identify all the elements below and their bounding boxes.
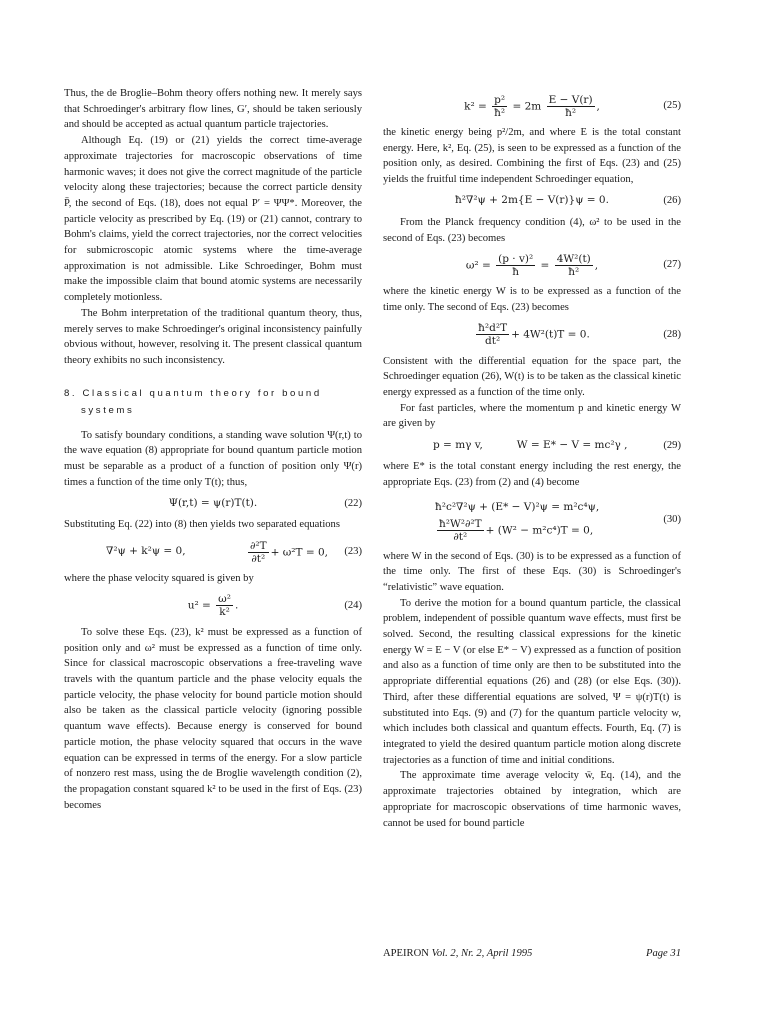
- paragraph: Thus, the de Broglie–Bohm theory offers nothing new. It merely says that Schroedinger's arbitrary flow lines, G′, should be taken seriously and should be accepted as actual quantum particle trajectories.: [64, 88, 362, 131]
- fraction: [248, 540, 269, 565]
- denominator: k²: [219, 606, 230, 619]
- equation-part: p = mγ v,: [433, 438, 483, 451]
- numerator: ħ²d²T: [478, 322, 508, 335]
- paragraph: To satisfy boundary conditions, a standing wave solution Ψ(r,t) to the wave equation (8) appropriate for bound quantum particle motion must be separable as a product of a function of position only Ψ(r) times a function of the time only T(t); thus,: [64, 429, 362, 488]
- equation-body: Ψ(r,t) = ψ(r)T(t).: [168, 497, 258, 510]
- equation-part: + (W² − m²c⁴)T = 0,: [485, 524, 594, 537]
- equation-number: (26): [663, 195, 681, 207]
- denominator: ħ²: [568, 265, 580, 278]
- fraction: [496, 253, 535, 278]
- paragraph: From the Planck frequency condition (4), ω² to be used in the second of Eqs. (23) becomes: [383, 216, 681, 244]
- equation-part: u² =: [187, 599, 211, 612]
- paragraph: where the phase velocity squared is given by: [64, 573, 254, 585]
- equation-number: (30): [663, 513, 681, 525]
- section-title-line-1: 8. Classical quantum theory for bound: [64, 387, 322, 399]
- journal-name: APEIRON: [383, 948, 429, 959]
- numerator: ∂²T: [249, 539, 267, 552]
- equation-body: ω² = $\frac{\text{(p · v)²}}{ħ}$ = $\frac{\text{4W²(t)}}{\text{ħ²}}$ ,: [465, 252, 599, 278]
- equation-part: = 2m: [512, 100, 542, 112]
- numerator: (p · v)²: [498, 252, 534, 265]
- journal-citation: [383, 948, 532, 959]
- paragraph: Substituting Eq. (22) into (8) then yields two separated equations: [64, 519, 340, 531]
- equation-30: [383, 495, 681, 545]
- denominator: ∂t²: [453, 531, 468, 544]
- left-column: [64, 86, 362, 813]
- page-number: Page 31: [645, 948, 681, 959]
- equation-number: (23): [344, 546, 362, 558]
- equation-27: [383, 250, 681, 280]
- denominator: dt²: [485, 335, 501, 348]
- paragraph: For fast particles, where the momentum p and kinetic energy W are given by: [383, 402, 681, 430]
- fraction: [437, 518, 484, 543]
- section-title-line-2: systems: [81, 404, 135, 416]
- fraction: [555, 253, 593, 278]
- equation-part: ∇²ψ + k²ψ = 0,: [106, 545, 186, 558]
- equation-number: (25): [663, 100, 681, 112]
- fraction: [492, 94, 507, 119]
- paragraph: To derive the motion for a bound quantum particle, the classical problem, independent of possible quantum wave effects, must first be solved. Second, the resulting classical expressions for the kinetic energy W = E − V (or else E* − V) expressed as a function of position and also as a function of time only are then to be substituted into the appropriate differential equations (26) and (28) (or else Eqs. (30)). Third, after these differential equations are solved, Ψ = ψ(r)T(t) is substituted into Eqs. (9) and (7) for the quantum particle velocity w, which includes both classical and quantum effects. Fourth, Eq. (7) is integrated to yield the desired quantum particle motion along discrete trajectories as a function of time and initial conditions.: [383, 597, 681, 766]
- equation-25: [383, 91, 681, 121]
- equation-body: k² = $\frac{\text{p²}}{\text{ħ²}}$ = 2m $\frac{E - V(r)}{\text{ħ²}}$ ,: [464, 93, 600, 119]
- equation-body: u² = $\frac{\text{ω²}}{\text{k²}}$ .: [187, 593, 239, 619]
- page-footer: [383, 948, 681, 959]
- denominator: ħ²: [565, 106, 577, 119]
- equation-number: (22): [344, 498, 362, 510]
- equation-24: [64, 591, 362, 621]
- equation-part: k² =: [464, 100, 487, 112]
- equation-part: W = E* − V = mc²γ ,: [516, 438, 628, 451]
- denominator: ħ²: [494, 106, 506, 119]
- equation-part: + 4W²(t)T = 0.: [511, 328, 590, 341]
- equation-26: [383, 192, 681, 211]
- paragraph: Although Eq. (19) or (21) yields the correct time-average approximate trajectories for macroscopic observations of time harmonic waves; it does not give the correct magnitude of the particle velocity along these trajectories; because the correct particle density P̄, the second of Eqs. (18), does not equal P′ = ΨΨ*. Moreover, the particle velocity as prescribed by Eq. (19) or (21) cannot, contrary to Bohm's claims, yield the correct trajectories, nor the correct velocities for submicroscopic atomic systems where the time-average approximation is not admissible. Like Schroedinger, Bohm must make the impossible claim that bound atomic systems are necessarily completely motionless.: [64, 135, 362, 304]
- equation-number: (27): [663, 259, 681, 271]
- equation-line: [435, 518, 593, 543]
- equation-part: [246, 540, 328, 565]
- paragraph: the kinetic energy being p²/2m, and where E is the total constant energy. Here, k², Eq. (25), is seen to be expressed as a function of the position only, as desired. Combining the first of Eqs. (23) and (25) yields the fruitful time independent Schroedinger equation,: [383, 127, 681, 186]
- equation-23: [64, 537, 362, 567]
- equation-29: [383, 436, 681, 455]
- paragraph: The Bohm interpretation of the traditional quantum theory, thus, merely serves to make Schroedinger's original inconsistency painfully obvious without, however, resolving it. The present classical quantum theory exhibits no such inconsistency.: [64, 307, 362, 366]
- paragraph: where E* is the total constant energy including the rest energy, the appropriate Eqs. (23) from (2) and (4) become: [383, 461, 681, 488]
- equation-part: + ω²T = 0,: [270, 546, 328, 559]
- numerator: E − V(r): [548, 93, 593, 106]
- right-column: [383, 91, 681, 831]
- numerator: p²: [494, 93, 506, 106]
- section-heading: [64, 385, 362, 419]
- fraction: [476, 322, 509, 347]
- equation-number: (29): [663, 439, 681, 451]
- numerator: ω²: [218, 593, 231, 606]
- equation-line: ħ²c²∇²ψ + (E* − V)²ψ = m²c⁴ψ,: [435, 501, 600, 514]
- journal-issue: Vol. 2, Nr. 2, April 1995: [431, 948, 533, 959]
- paragraph: where the kinetic energy W is to be expressed as a function of the time only. The second of Eqs. (23) becomes: [383, 286, 681, 313]
- equation-number: (24): [344, 600, 362, 612]
- equation-number: (28): [663, 328, 681, 340]
- equation-28: [383, 320, 681, 350]
- numerator: ħ²W²∂²T: [439, 518, 482, 531]
- fraction: [216, 593, 233, 618]
- paragraph: Consistent with the differential equation for the space part, the Schroedinger equation (26), W(t) is to be taken as the classical kinetic energy expressed as a function of the time only.: [383, 355, 681, 399]
- equation-22: [64, 494, 362, 513]
- paragraph: The approximate time average velocity w̄, Eq. (14), and the approximate trajectories obtained by integration, which are appropriate for macroscopic observations of time harmonic waves, cannot be used for bound particle: [383, 770, 681, 829]
- equation-part: ω² =: [465, 259, 491, 272]
- numerator: 4W²(t): [556, 252, 591, 265]
- denominator: ħ: [512, 265, 520, 278]
- equation-body: [474, 322, 590, 347]
- denominator: ∂t²: [251, 552, 266, 565]
- equation-body: ħ²∇²ψ + 2m{E − V(r)}ψ = 0.: [455, 194, 609, 207]
- equation-system: [435, 496, 599, 543]
- paragraph: To solve these Eqs. (23), k² must be expressed as a function of position only and ω² must be expressed as a function of time only. Since for classical macroscopic observations a free-traveling wave travels with the quantum particle and the phase velocity equals the particle velocity, the phase velocity for bound particle motion should also be taken as the classical particle velocity (ignoring possible quantum wave effects). Because energy is conserved for bound particle motion, the phase velocity squared that occurs in the wave equation can be expressed in terms of the energy. For a slow particle of nonzero rest mass, using the de Broglie wavelength condition (2), the propagation constant squared k² to be used in the first of Eqs. (23) becomes: [64, 626, 362, 811]
- fraction: [547, 94, 595, 119]
- paragraph: where W in the second of Eqs. (30) is to be expressed as a function of the time only. The first of these Eqs. (30) is Schroedinger's “relativistic” wave equation.: [383, 550, 681, 593]
